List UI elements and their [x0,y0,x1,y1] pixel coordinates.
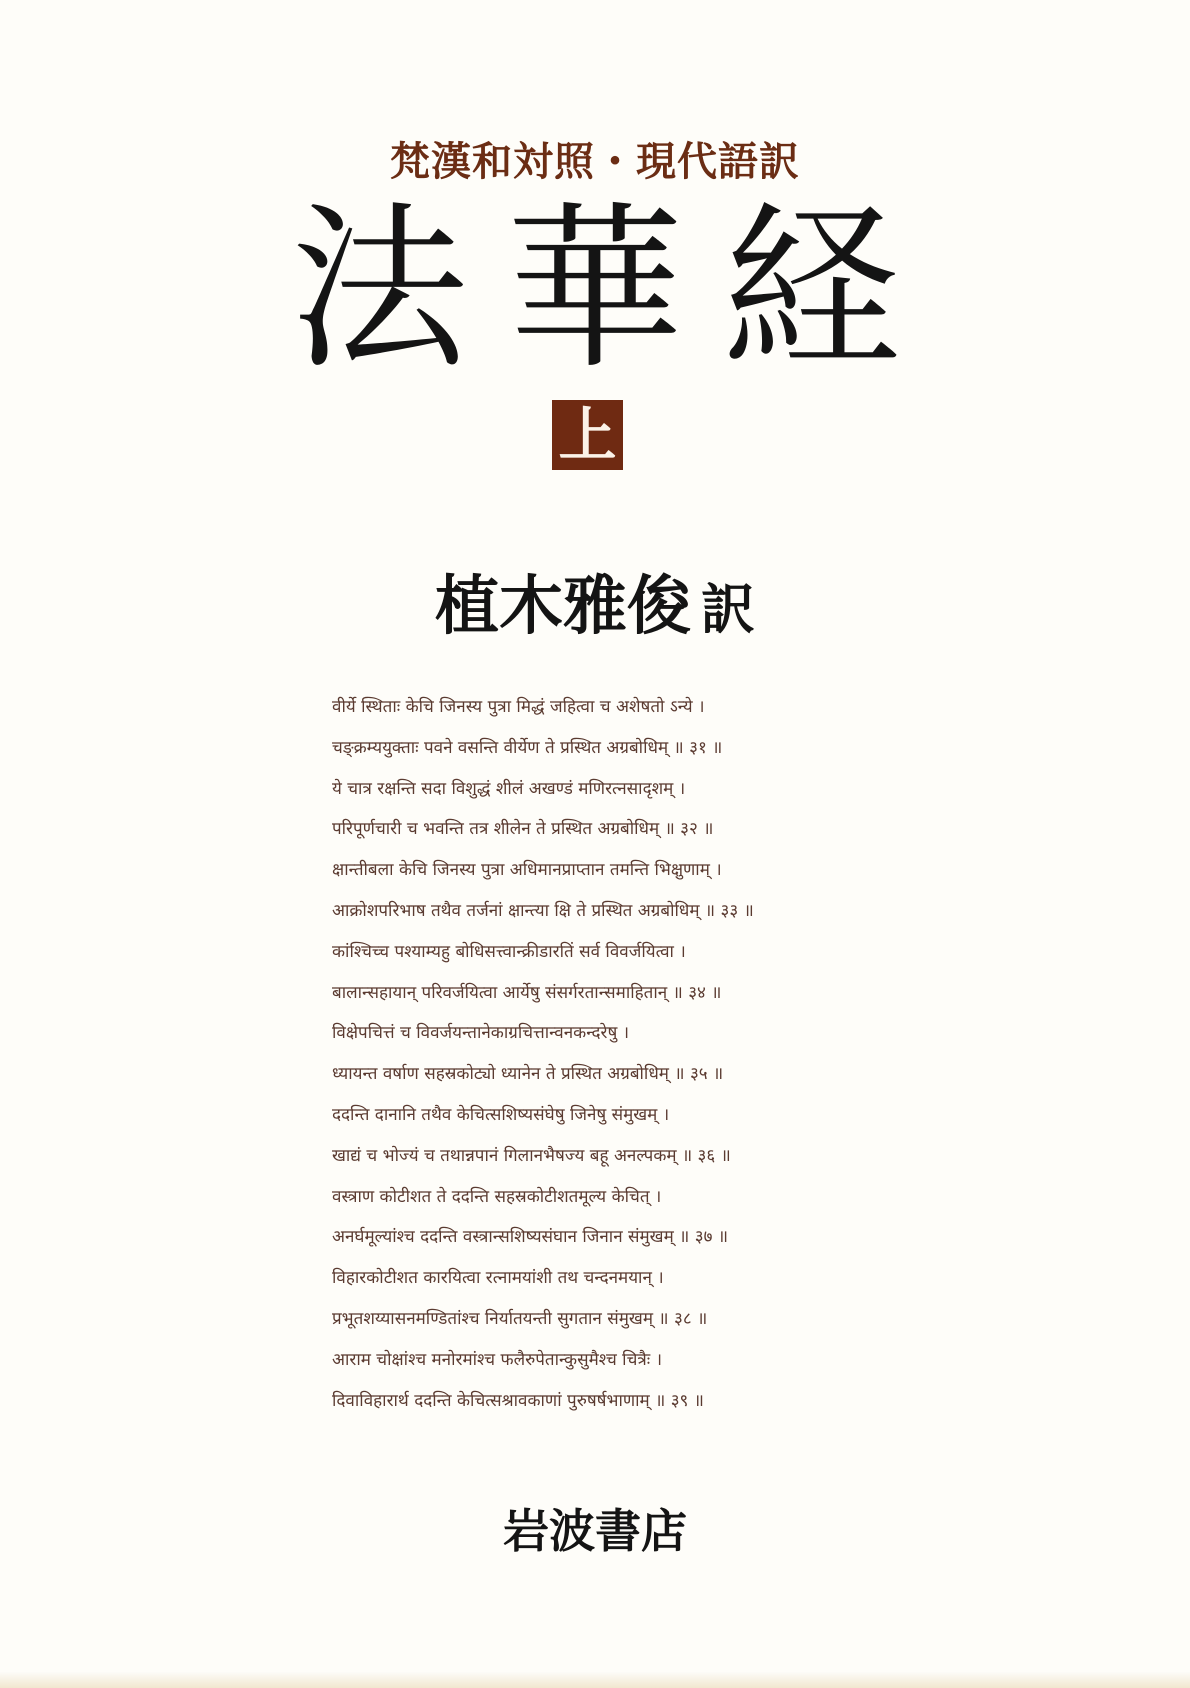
verse-line: अनर्घमूल्यांश्च ददन्ति वस्त्रान्सशिष्यसंघान जिनान संमुखम् ॥ ३७ ॥ [332,1227,729,1248]
verse-line: ध्यायन्त वर्षाण सहस्रकोट्यो ध्यानेन ते प्रस्थित अग्रबोधिम् ॥ ३५ ॥ [332,1064,724,1085]
verse-line: वीर्ये स्थिताः केचि जिनस्य पुत्रा मिद्धं जहित्वा च अशेषतो ऽन्ये । [332,697,705,717]
verse-line: विक्षेपचित्तं च विवर्जयन्तानेकाग्रचित्तान्वनकन्दरेषु । [332,1023,630,1044]
verse-line: वस्त्राण कोटीशत ते ददन्ति सहस्रकोटीशतमूल्य केचित् । [332,1186,662,1207]
verse-line: चङ्क्रम्ययुक्ताः पवने वसन्ति वीर्येण ते प्रस्थित अग्रबोधिम् ॥ ३१ ॥ [332,737,723,758]
translator-label: 訳 [701,577,755,641]
verse-line: ये चात्र रक्षन्ति सदा विशुद्धं शीलं अखण्डं मणिरत्नसादृशम् । [332,778,686,799]
volume-badge: 上 [552,400,623,470]
cover-subtitle: 梵漢和対照・現代語訳 [390,138,800,185]
verse-line: क्षान्तीबला केचि जिनस्य पुत्रा अधिमानप्राप्तान तमन्ति भिक्षुणाम् । [332,860,722,881]
publisher-name: 岩波書店 [503,1504,687,1558]
verse-line: ददन्ति दानानि तथैव केचित्सशिष्यसंघेषु जिनेषु संमुखम् । [332,1104,670,1125]
verse-line: दिवाविहारार्थ ददन्ति केचित्सश्रावकाणां पुरुषर्षभाणाम् ॥ ३९ ॥ [332,1390,704,1411]
verse-line: आक्रोशपरिभाष तथैव तर्जनां क्षान्त्या क्षि ते प्रस्थित अग्रबोधिम् ॥ ३३ ॥ [332,900,754,921]
verse-line: बालान्सहायान् परिवर्जयित्वा आर्येषु संसर्गरतान्समाहितान् ॥ ३४ ॥ [332,982,722,1003]
author-name: 植木雅俊 [435,569,691,644]
verse-line: प्रभूतशय्यासनमण्डितांश्च निर्यातयन्ती सुगतान संमुखम् ॥ ३८ ॥ [332,1308,708,1329]
verse-line: आराम चोक्षांश्च मनोरमांश्च फलैरुपेतान्कुसुमैश्च चित्रैः । [332,1349,663,1370]
cover-title: 法華経 [290,186,938,393]
verse-line: खाद्यं च भोज्यं च तथान्नपानं गिलानभैषज्य बहू अनल्पकम् ॥ ३६ ॥ [332,1145,731,1166]
bottom-edge [0,1672,1190,1688]
verse-line: परिपूर्णचारी च भवन्ति तत्र शीलेन ते प्रस्थित अग्रबोधिम् ॥ ३२ ॥ [332,819,714,840]
author-line [0,555,1190,647]
verse-line: विहारकोटीशत कारयित्वा रत्नामयांशी तथ चन्दनमयान् । [332,1268,664,1289]
sanskrit-verses [332,687,952,1421]
verse-line: कांश्चिच्च पश्याम्यहु बोधिसत्त्वान्क्रीडारतिं सर्व विवर्जयित्वा । [332,941,686,962]
